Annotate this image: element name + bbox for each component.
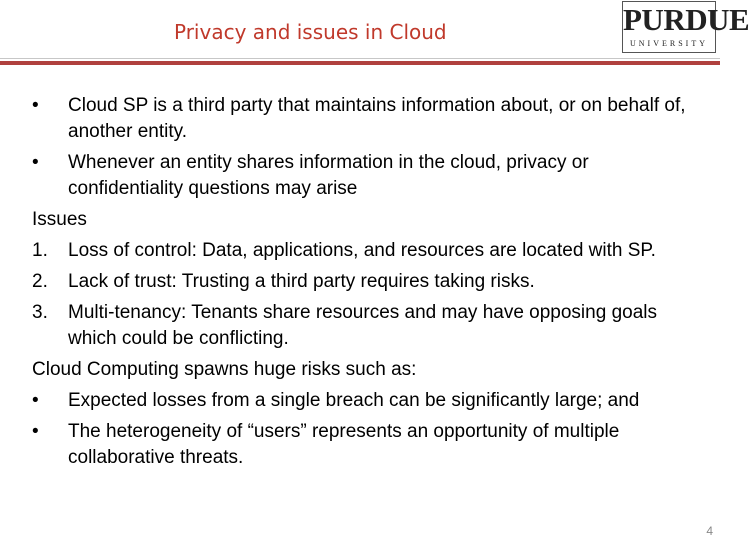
purdue-logo — [622, 1, 749, 53]
numbered-text: Lack of trust: Trusting a third party requires taking risks. — [68, 271, 535, 292]
bullet-marker: • — [32, 421, 39, 442]
bullet-marker: • — [32, 390, 39, 411]
number-marker: 2. — [32, 271, 48, 292]
numbered-item — [32, 300, 692, 352]
slide-body — [32, 93, 692, 471]
number-marker: 3. — [32, 302, 48, 323]
bullet-item — [32, 388, 692, 414]
bullet-text: Cloud SP is a third party that maintains information about, or on behalf of, another entity. — [68, 95, 686, 142]
bullet-item — [32, 93, 692, 145]
bullet-item — [32, 419, 692, 471]
header-divider-red — [0, 61, 720, 65]
numbered-item — [32, 238, 692, 264]
bullet-marker: • — [32, 152, 39, 173]
logo-subtitle: UNIVERSITY — [630, 39, 708, 48]
numbered-text: Multi-tenancy: Tenants share resources and may have opposing goals which could be conflicting. — [68, 302, 657, 349]
logo-wordmark: PURDUE — [623, 2, 749, 37]
page-number: 4 — [706, 524, 713, 538]
issues-heading: Issues — [32, 209, 87, 230]
bullet-text: Expected losses from a single breach can be significantly large; and — [68, 390, 640, 411]
bullet-item — [32, 150, 692, 202]
numbered-text: Loss of control: Data, applications, and resources are located with SP. — [68, 240, 656, 261]
numbered-item — [32, 269, 692, 295]
bullet-marker: • — [32, 95, 39, 116]
bullet-text: Whenever an entity shares information in the cloud, privacy or confidentiality questions may arise — [68, 152, 589, 199]
bullet-text: The heterogeneity of “users” represents an opportunity of multiple collaborative threats. — [68, 421, 620, 468]
risks-heading: Cloud Computing spawns huge risks such as: — [32, 359, 417, 380]
number-marker: 1. — [32, 240, 48, 261]
slide-title: Privacy and issues in Cloud — [174, 20, 447, 44]
header-divider-thin — [0, 58, 720, 59]
